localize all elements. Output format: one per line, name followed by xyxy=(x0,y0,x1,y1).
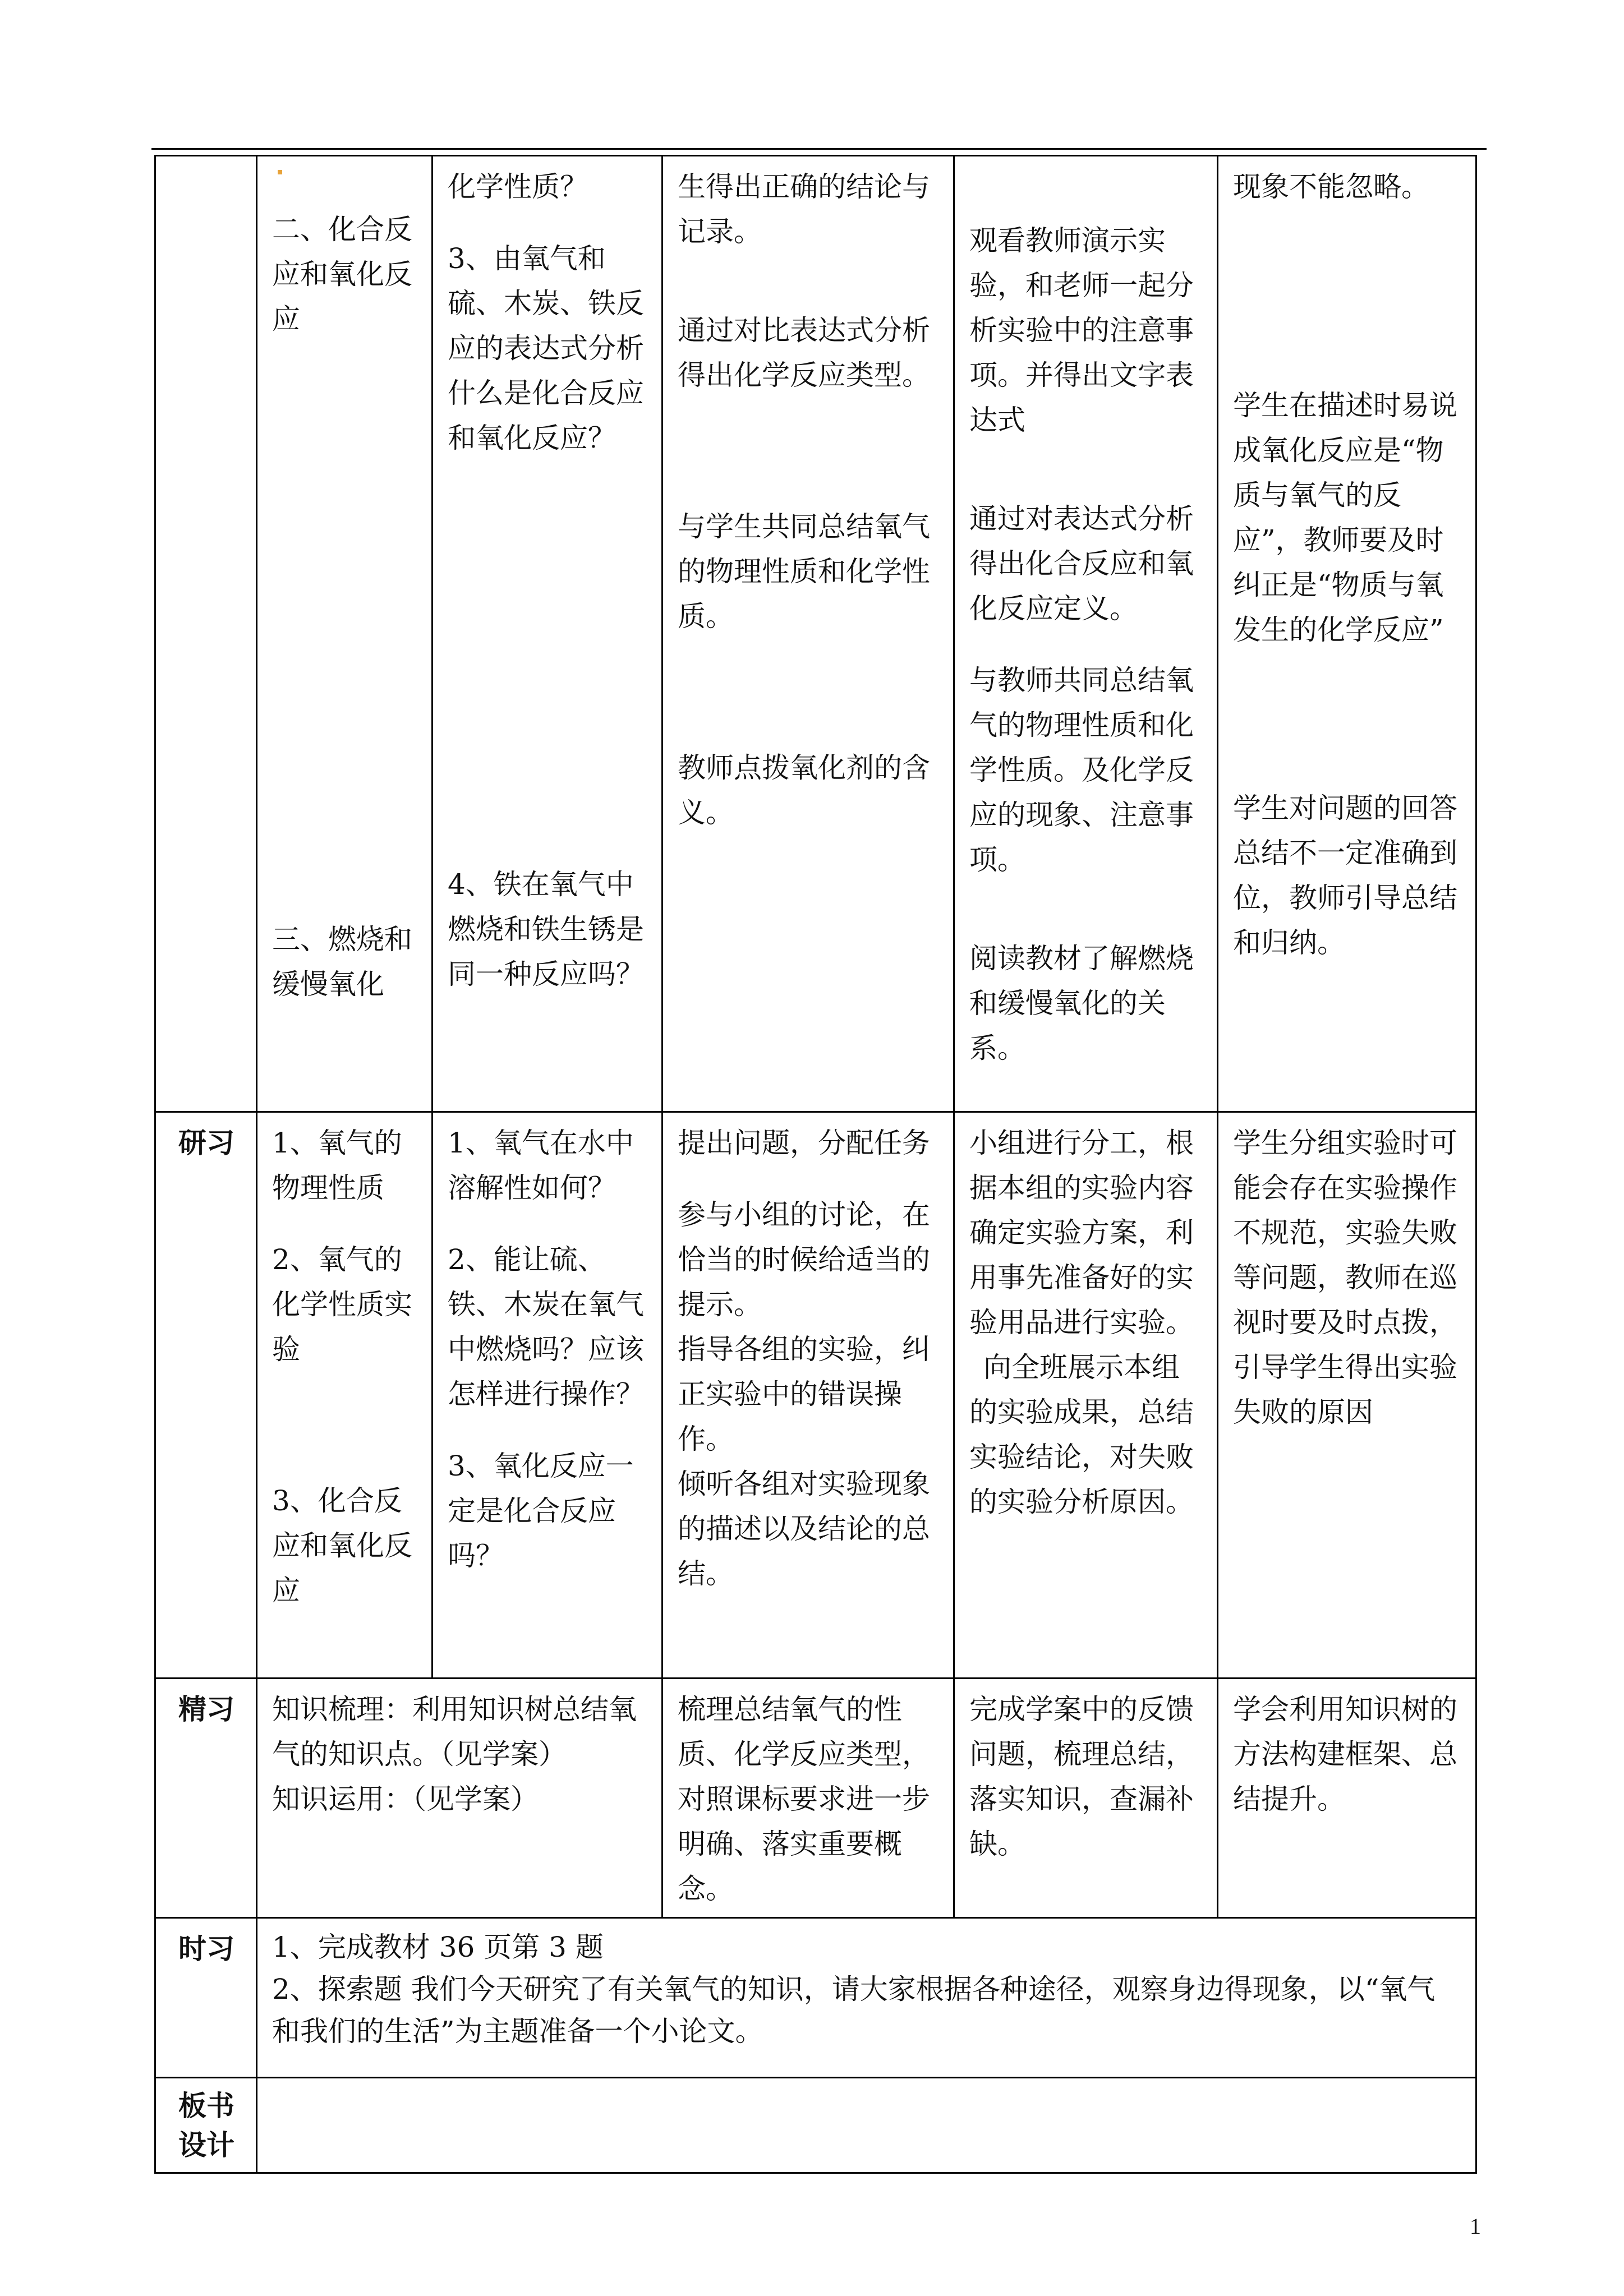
question-cell xyxy=(433,1112,663,1679)
design-note: 学会利用知识树的方法构建框架、总结提升。 xyxy=(1233,1693,1457,1815)
topic-item: 三、燃烧和缓慢氧化 xyxy=(272,923,412,1001)
row-knowledge xyxy=(155,156,1476,1112)
design-note-cell xyxy=(1218,1679,1476,1918)
row-yanxi xyxy=(155,1112,1476,1679)
teacher-activity-cell xyxy=(663,156,954,1112)
topic-cell xyxy=(257,1112,433,1679)
question-item: 1、氧气在水中溶解性如何？ xyxy=(448,1127,634,1204)
teacher-activity: 指导各组的实验，纠正实验中的错误操作。 xyxy=(678,1333,930,1455)
lesson-plan-table xyxy=(154,155,1477,2174)
teacher-activity: 教师点拨氧化剂的含义。 xyxy=(678,751,930,829)
row-jingxi xyxy=(155,1679,1476,1918)
student-activity-cell xyxy=(954,1679,1218,1918)
design-note-cell xyxy=(1218,1112,1476,1679)
student-activity: 通过对表达式分析得出化合反应和氧化反应定义。 xyxy=(969,502,1194,625)
student-activity: 小组进行分工，根据本组的实验内容确定实验方案，利用事先准备好的实验用品进行实验。 xyxy=(969,1127,1194,1339)
content-line: 知识运用：（见学案） xyxy=(272,1783,539,1815)
topic-item: 二、化合反应和氧化反应 xyxy=(272,213,412,335)
question-item: 4、铁在氧气中燃烧和铁生锈是同一种反应吗？ xyxy=(448,868,644,990)
marker-dot-icon xyxy=(278,170,282,174)
teacher-activity: 与学生共同总结氧气的物理性质和化学性质。 xyxy=(678,510,930,633)
stage-cell-empty xyxy=(155,156,257,1112)
teacher-activity: 倾听各组对实验现象的描述以及结论的总结。 xyxy=(678,1468,930,1590)
homework-cell xyxy=(257,1918,1476,2078)
homework-item: 2、探索题 我们今天研究了有关氧气的知识，请大家根据各种途径，观察身边得现象，以“氧气和我们的生活”为主题准备一个小论文。 xyxy=(272,1973,1436,2048)
question-item: 2、能让硫、铁、木炭在氧气中燃烧吗？应该怎样进行操作？ xyxy=(448,1243,644,1410)
design-note: 学生对问题的回答总结不一定准确到位，教师引导总结和归纳。 xyxy=(1233,792,1457,959)
question-item: 化学性质？ xyxy=(448,170,588,203)
student-activity: 向全班展示本组的实验成果，总结实验结论，对失败的实验分析原因。 xyxy=(969,1351,1194,1518)
page-number: 1 xyxy=(1470,2214,1481,2239)
design-note: 学生分组实验时可能会存在实验操作不规范，实验失败等问题，教师在巡视时要及时点拨，引导学生得出实验失败的原因 xyxy=(1233,1127,1457,1428)
question-item: 3、由氧气和硫、木炭、铁反应的表达式分析什么是化合反应和氧化反应？ xyxy=(448,242,644,454)
stage-label: 时习 xyxy=(155,1918,257,2078)
teacher-activity: 通过对比表达式分析得出化学反应类型。 xyxy=(678,314,930,391)
design-note: 现象不能忽略。 xyxy=(1233,170,1429,203)
teacher-activity: 提出问题，分配任务 xyxy=(678,1127,930,1159)
question-item: 3、氧化反应一定是化合反应吗？ xyxy=(448,1450,634,1572)
row-banshu xyxy=(155,2078,1476,2173)
teacher-activity: 参与小组的讨论，在恰当的时候给适当的提示。 xyxy=(678,1198,930,1321)
stage-label: 精习 xyxy=(155,1679,257,1918)
teacher-activity: 梳理总结氧气的性质、化学反应类型，对照课标要求进一步明确、落实重要概念。 xyxy=(678,1693,930,1905)
row-shixi xyxy=(155,1918,1476,2078)
student-activity: 与教师共同总结氧气的物理性质和化学性质。及化学反应的现象、注意事项。 xyxy=(969,664,1194,876)
content-line: 知识梳理：利用知识树总结氧气的知识点。（见学案） xyxy=(272,1693,637,1771)
board-design-cell xyxy=(257,2078,1476,2173)
question-cell xyxy=(433,156,663,1112)
homework-item: 1、完成教材 36 页第 3 题 xyxy=(272,1931,604,1963)
student-activity: 完成学案中的反馈问题，梳理总结，落实知识，查漏补缺。 xyxy=(969,1693,1194,1860)
design-note-cell xyxy=(1218,156,1476,1112)
teacher-activity: 生得出正确的结论与记录。 xyxy=(678,170,930,248)
topic-item: 3、化合反应和氧化反应 xyxy=(272,1484,412,1607)
stage-label: 板书设计 xyxy=(155,2078,257,2173)
teacher-activity-cell xyxy=(663,1112,954,1679)
topic-item: 1、氧气的物理性质 xyxy=(272,1127,402,1204)
student-activity: 观看教师演示实验，和老师一起分析实验中的注意事项。并得出文字表达式 xyxy=(969,224,1194,436)
student-activity-cell xyxy=(954,156,1218,1112)
student-activity: 阅读教材了解燃烧和缓慢氧化的关系。 xyxy=(969,942,1194,1064)
content-cell xyxy=(257,1679,663,1918)
topic-cell xyxy=(257,156,433,1112)
teacher-activity-cell xyxy=(663,1679,954,1918)
design-note: 学生在描述时易说成氧化反应是“物质与氧气的反应”，教师要及时纠正是“物质与氧发生的化学反应” xyxy=(1233,389,1457,646)
topic-item: 2、氧气的化学性质实验 xyxy=(272,1243,412,1366)
student-activity-cell xyxy=(954,1112,1218,1679)
header-rule xyxy=(151,148,1487,150)
stage-label: 研习 xyxy=(155,1112,257,1679)
